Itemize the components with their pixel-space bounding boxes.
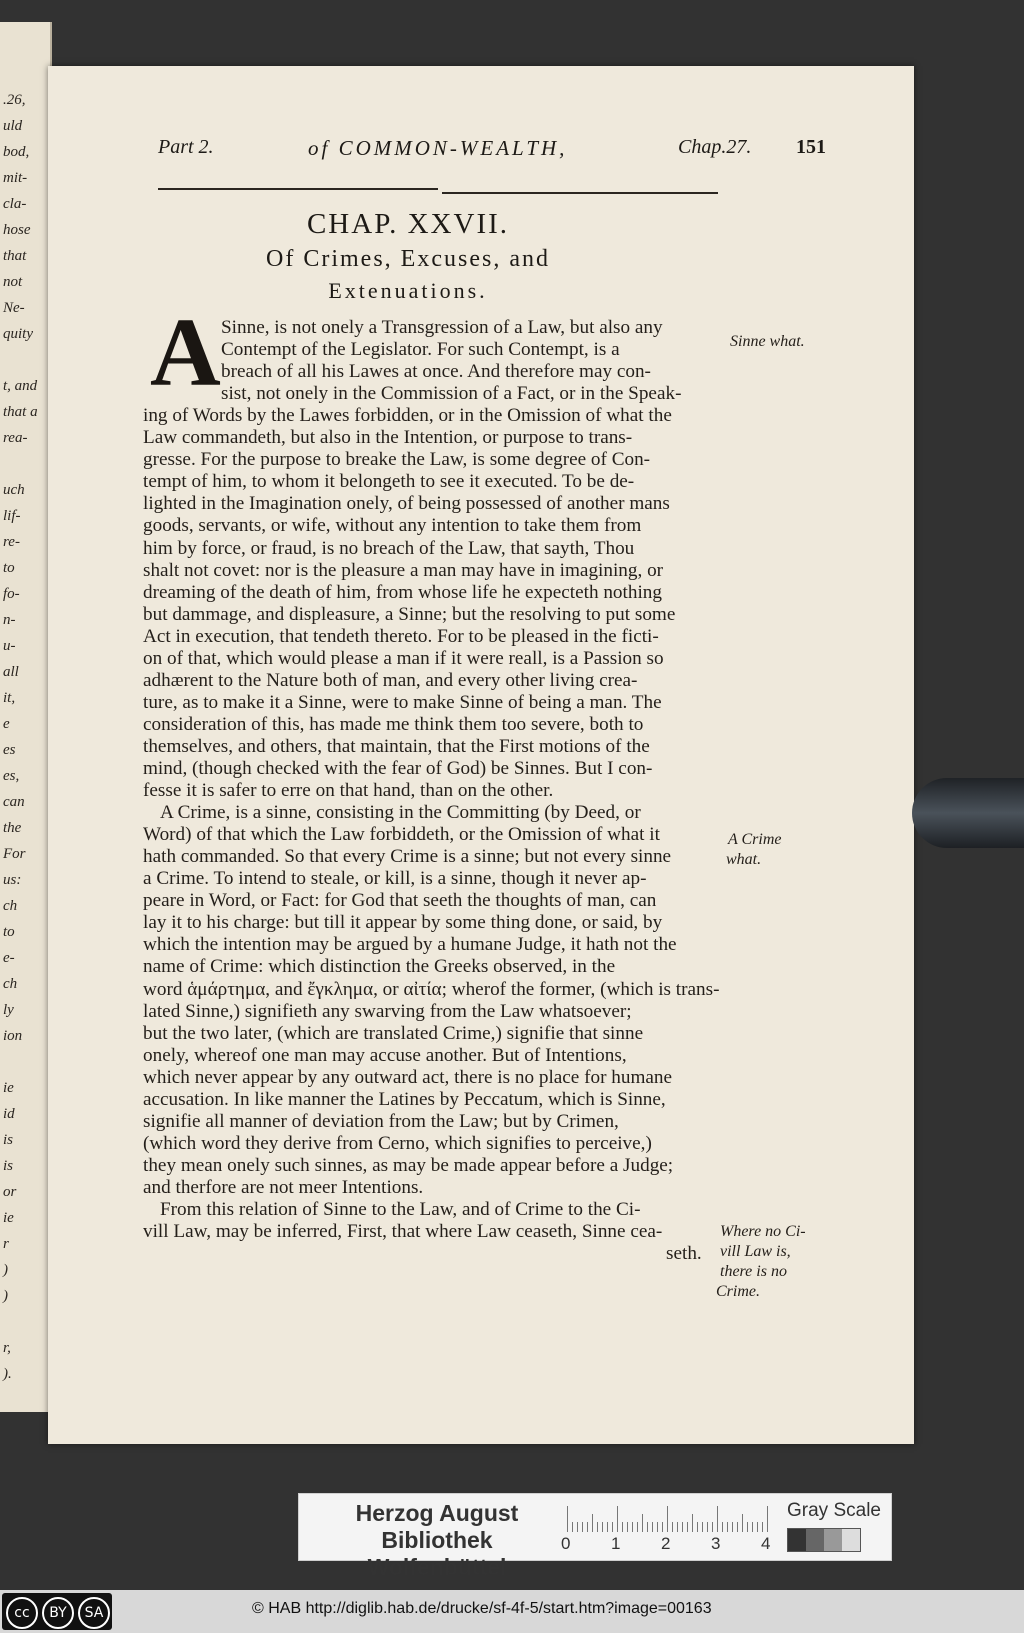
text-line: which the intention may be argued by a humane Judge, it hath not the [143, 934, 677, 956]
margin-note-crime-what-1: A Crime [728, 831, 782, 848]
text-line: From this relation of Sinne to the Law, and of Crime to the Ci- [160, 1199, 641, 1220]
scale-tick [652, 1522, 653, 1532]
scale-tick [702, 1522, 703, 1532]
scale-tick [677, 1522, 678, 1532]
running-head-chapter: Chap.27. [678, 136, 752, 158]
left-page-fragment: all [3, 664, 19, 680]
running-head-title: of COMMON-WEALTH, [308, 136, 568, 160]
chapter-title-line2: Extenuations. [328, 278, 488, 303]
left-page-fragment: fo- [3, 586, 20, 602]
sa-icon: SA [78, 1597, 110, 1629]
library-name-line1: Herzog August Bibliothek [355, 1500, 519, 1553]
left-page-fragment: bod, [3, 144, 30, 160]
scale-tick [622, 1522, 623, 1532]
text-line: sist, not onely in the Commission of a Fact, or in the Speak- [221, 383, 682, 405]
margin-note-crime-what-2: what. [726, 851, 762, 868]
text-line: onely, whereof one man may accuse another. But of Intentions, [143, 1044, 627, 1066]
margin-note-where-1: Where no Ci- [720, 1223, 806, 1240]
left-page-fragment: e- [3, 950, 15, 966]
text-line: lated Sinne,) signifieth any swarving from the Law whatsoever; [143, 1000, 632, 1022]
margin-note-where-3: there is no [720, 1263, 787, 1280]
left-page-fragment: us: [3, 872, 22, 888]
left-page-fragment: uld [3, 118, 23, 134]
left-page-edge [0, 22, 52, 1412]
left-page-fragment: ) [3, 1262, 8, 1278]
text-line: seth. [666, 1243, 702, 1265]
library-name [307, 1500, 567, 1581]
text-line: Contempt of the Legislator. For such Contempt, is a [221, 339, 620, 361]
left-page-fragment: is [3, 1132, 14, 1148]
left-page-fragment: the [3, 820, 22, 836]
text-line: a Crime. To intend to steale, or kill, is a sinne, though it never ap- [143, 868, 647, 890]
left-page-fragment: mit- [3, 170, 28, 186]
scale-number: 3 [711, 1534, 721, 1553]
left-page-fragment: that [3, 248, 27, 264]
left-page-fragment: ). [3, 1366, 12, 1382]
left-page-fragment: can [3, 794, 25, 810]
scale-tick [637, 1522, 638, 1532]
left-page-fragment: is [3, 1158, 14, 1174]
scale-tick [587, 1522, 588, 1532]
left-page-fragment: uch [3, 482, 25, 498]
left-page-fragment: ch [3, 898, 18, 914]
scale-tick [642, 1514, 643, 1532]
text-line: word ἁμάρτημα, and ἔγκλημα, or αἰτία; wherof the former, (which is trans- [143, 978, 720, 1000]
text-line: Word) of that which the Law forbiddeth, or the Omission of what it [143, 824, 660, 846]
scale-tick [767, 1506, 768, 1532]
footer-bar [0, 1590, 1024, 1633]
left-page-fragment: re- [3, 534, 20, 550]
scale-tick [752, 1522, 753, 1532]
header-rule-left [158, 188, 438, 190]
left-page-fragment: ) [3, 1288, 8, 1304]
scale-tick [672, 1522, 673, 1532]
scale-tick [602, 1522, 603, 1532]
left-page-fragment: ion [3, 1028, 23, 1044]
scale-number: 1 [611, 1534, 621, 1553]
scale-tick [607, 1522, 608, 1532]
scale-tick [592, 1514, 593, 1532]
text-line: Act in execution, that tendeth thereto. For to be pleased in the ficti- [143, 625, 659, 647]
text-line: breach of all his Lawes at once. And therefore may con- [221, 361, 651, 383]
text-line: name of Crime: which distinction the Greeks observed, in the [143, 956, 616, 978]
text-line: Sinne, is not onely a Transgression of a Law, but also any [221, 317, 663, 338]
drop-cap: A [150, 299, 221, 407]
scale-tick [722, 1522, 723, 1532]
left-page-fragment: n- [3, 612, 16, 628]
text-line: mind, (though checked with the fear of God) be Sinnes. But I con- [143, 758, 653, 779]
scale-tick [617, 1506, 618, 1532]
chapter-title-line1: Of Crimes, Excuses, and [266, 246, 550, 272]
scale-tick [727, 1522, 728, 1532]
text-line: (which word they derive from Cerno, which signifies to perceive,) [143, 1132, 652, 1154]
text-line: A Crime, is a sinne, consisting in the Committing (by Deed, or [160, 802, 641, 824]
scale-tick [692, 1514, 693, 1532]
left-page-fragment: ch [3, 976, 18, 992]
text-line: goods, servants, or wife, without any intention to take them from [143, 515, 642, 537]
chapter-number: CHAP. XXVII. [306, 208, 510, 240]
text-line: consideration of this, has made me think them too severe, both to [143, 713, 644, 735]
left-page-fragment: to [3, 560, 15, 576]
scale-ruler [567, 1502, 777, 1532]
text-line: hath commanded. So that every Crime is a sinne; but not every sinne [143, 846, 672, 868]
scale-tick [567, 1506, 568, 1532]
left-page-fragment: e [3, 716, 10, 732]
left-page-fragment: r, [3, 1340, 11, 1356]
scale-tick [707, 1522, 708, 1532]
gray-scale-label: Gray Scale [787, 1500, 881, 1521]
left-page-fragment: t, and [3, 378, 38, 394]
text-line: fesse it is safer to erre on that hand, than on the other. [143, 780, 554, 802]
scale-tick [577, 1522, 578, 1532]
text-line: they mean onely such sinnes, as may be made appear before a Judge; [143, 1154, 674, 1176]
left-page-fragment: lif- [3, 508, 21, 524]
scale-tick [742, 1514, 743, 1532]
page-holder-tab [912, 778, 1024, 848]
left-page-fragment: or [3, 1184, 17, 1200]
scale-number: 0 [561, 1534, 571, 1553]
text-line: him by force, or fraud, is no breach of the Law, that sayth, Thou [143, 537, 635, 559]
scale-tick [712, 1522, 713, 1532]
scale-number: 4 [761, 1534, 771, 1553]
left-page-fragment: .26, [3, 92, 26, 108]
left-page-fragment: u- [3, 638, 16, 654]
text-line: Law commandeth, but also in the Intention, or purpose to trans- [143, 427, 633, 449]
scale-tick [647, 1522, 648, 1532]
library-name-line2: Wolfenbüttel [367, 1554, 507, 1580]
text-line: gresse. For the purpose to breake the Law, is some degree of Con- [143, 449, 651, 471]
left-page-fragment: r [3, 1236, 9, 1252]
scale-tick [737, 1522, 738, 1532]
header-rule-right [442, 192, 718, 194]
text-line: peare in Word, or Fact: for God that seeth the thoughts of man, can [143, 890, 657, 912]
left-page-fragment: ie [3, 1210, 14, 1226]
text-line: signifie all manner of deviation from the Law; but by Crimen, [143, 1110, 619, 1132]
text-line: but the two later, (which are translated Crime,) signifie that sinne [143, 1022, 644, 1044]
scale-tick [687, 1522, 688, 1532]
scale-tick [667, 1506, 668, 1532]
page-number: 151 [796, 136, 826, 158]
by-icon: BY [42, 1597, 74, 1629]
text-line: adhærent to the Nature both of man, and every other living crea- [143, 669, 638, 691]
scale-tick [572, 1522, 573, 1532]
scale-tick [682, 1522, 683, 1532]
scale-tick [732, 1522, 733, 1532]
scale-tick [747, 1522, 748, 1532]
text-line: shalt not covet: nor is the pleasure a man may have in imagining, or [143, 559, 664, 581]
source-url[interactable]: © HAB http://diglib.hab.de/drucke/sf-4f-5/start.htm?image=00163 [252, 1600, 712, 1617]
left-page-fragment: not [3, 274, 23, 290]
text-line: tempt of him, to whom it belongeth to see it executed. To be de- [143, 471, 635, 493]
cc-license-badge[interactable] [2, 1593, 112, 1630]
book-page [48, 66, 914, 1444]
margin-note-where-4: Crime. [716, 1283, 760, 1300]
scale-tick [657, 1522, 658, 1532]
left-page-fragment: that a [3, 404, 38, 420]
text-line: accusation. In like manner the Latines by Peccatum, which is Sinne, [143, 1088, 666, 1110]
running-head-part: Part 2. [158, 136, 214, 158]
scale-tick [757, 1522, 758, 1532]
text-line: ing of Words by the Lawes forbidden, or in the Omission of what the [143, 405, 672, 427]
text-line: dreaming of the death of him, from whose life he expecteth nothing [143, 581, 662, 603]
scale-tick [582, 1522, 583, 1532]
scale-tick [717, 1506, 718, 1532]
scale-tick [597, 1522, 598, 1532]
scale-number: 2 [661, 1534, 671, 1553]
gray-scale-swatch [787, 1528, 861, 1552]
left-page-fragment: cla- [3, 196, 27, 212]
scale-tick [762, 1522, 763, 1532]
text-line: ture, as to make it a Sinne, were to make Sinne of being a man. The [143, 691, 662, 713]
scale-tick [697, 1522, 698, 1532]
scale-tick [612, 1522, 613, 1532]
text-line: lighted in the Imagination onely, of being possessed of another mans [143, 493, 670, 515]
left-page-fragment: hose [3, 222, 31, 238]
cc-icon: cc [6, 1597, 38, 1629]
left-page-fragment: it, [3, 690, 16, 706]
text-line: on of that, which would please a man if it were reall, is a Passion so [143, 647, 664, 669]
text-line: which never appear by any outward act, there is no place for humane [143, 1066, 673, 1088]
text-line: but dammage, and displeasure, a Sinne; but the resolving to put some [143, 603, 676, 625]
library-calibration-bar [298, 1493, 892, 1580]
left-page-fragment: rea- [3, 430, 28, 446]
scale-tick [627, 1522, 628, 1532]
text-line: and therfore are not meer Intentions. [143, 1176, 424, 1198]
text-line: themselves, and others, that maintain, that the First motions of the [143, 735, 650, 757]
scale-tick [662, 1522, 663, 1532]
left-page-fragment: quity [3, 326, 33, 342]
text-line: lay it to his charge: but till it appear by some thing done, or said, by [143, 912, 663, 934]
scale-tick [632, 1522, 633, 1532]
left-page-fragment: For [3, 846, 26, 862]
left-page-fragment: ly [3, 1002, 14, 1018]
margin-note-where-2: vill Law is, [720, 1243, 791, 1260]
left-page-fragment: es [3, 742, 16, 758]
margin-note-sinne-what: Sinne what. [730, 333, 805, 350]
left-page-fragment: ie [3, 1080, 14, 1096]
left-page-fragment: es, [3, 768, 20, 784]
left-page-fragment: to [3, 924, 15, 940]
left-page-fragment: id [3, 1106, 15, 1122]
text-line: vill Law, may be inferred, First, that where Law ceaseth, Sinne cea- [143, 1221, 663, 1243]
left-page-fragment: Ne- [3, 300, 25, 316]
